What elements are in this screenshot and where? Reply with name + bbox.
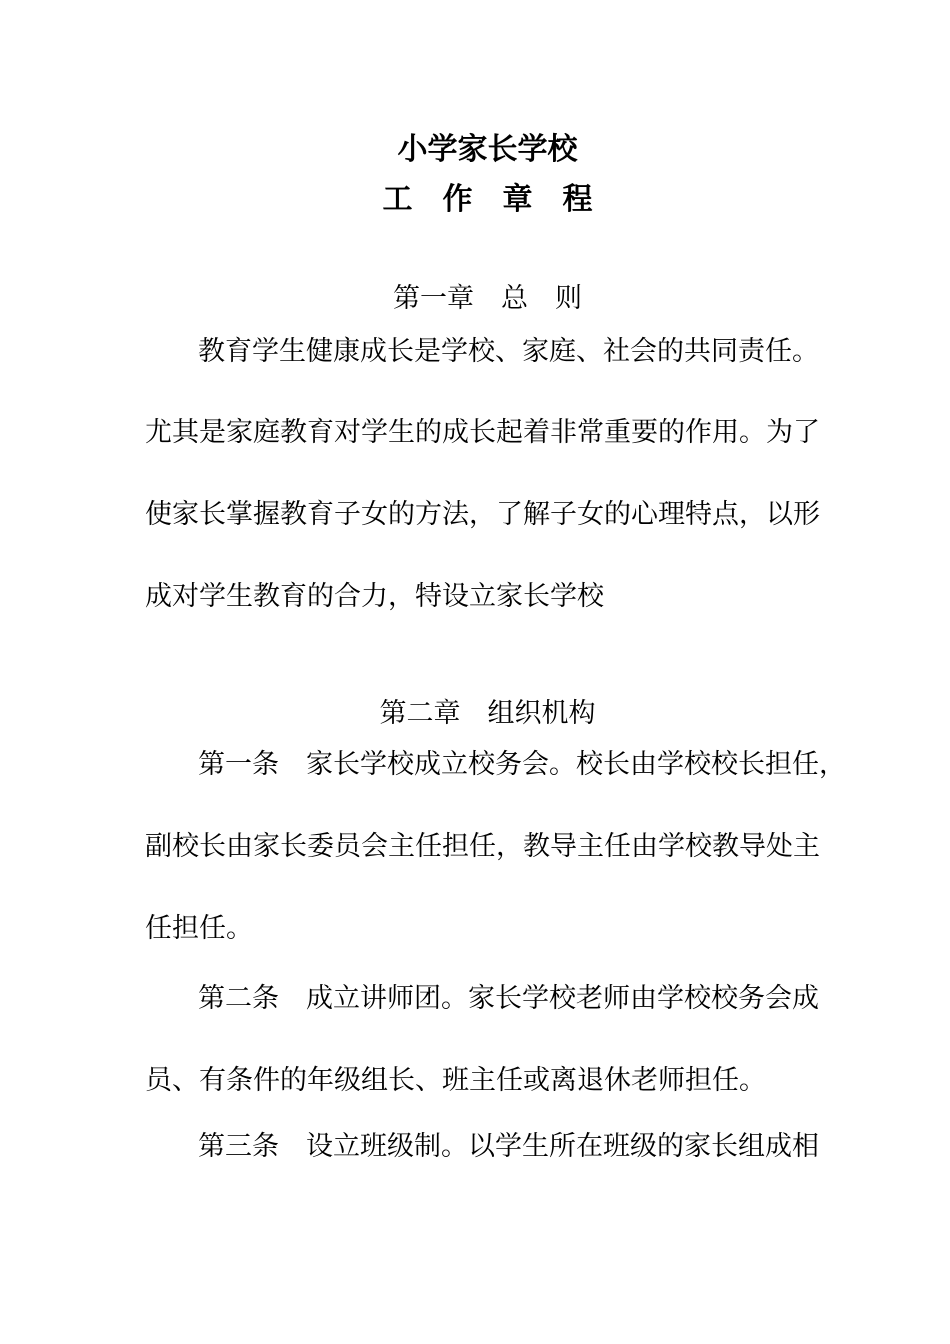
- chapter-1-paragraph-line-1: 教育学生健康成长是学校、家庭、社会的共同责任。: [198, 336, 819, 367]
- article-2-line-2: 员、有条件的年级组长、班主任或离退休老师担任。: [145, 1065, 766, 1096]
- article-1-line-3: 任担任。: [145, 913, 253, 944]
- article-1-line-1: 第一条 家长学校成立校务会。校长由学校校长担任，: [198, 749, 846, 780]
- article-3-line-1: 第三条 设立班级制。以学生所在班级的家长组成相: [198, 1131, 819, 1162]
- document-subtitle: 工 作 章 程: [382, 182, 593, 217]
- article-2-line-1: 第二条 成立讲师团。家长学校老师由学校校务会成: [198, 983, 819, 1014]
- document-title: 小学家长学校: [397, 132, 578, 167]
- chapter-1-paragraph-line-3: 使家长掌握教育子女的方法，了解子女的心理特点，以形: [145, 499, 820, 530]
- chapter-2-heading: 第二章 组织机构: [379, 698, 596, 729]
- chapter-1-paragraph-line-2: 尤其是家庭教育对学生的成长起着非常重要的作用。为了: [145, 417, 820, 448]
- chapter-1-heading: 第一章 总 则: [393, 283, 582, 314]
- article-1-line-2: 副校长由家长委员会主任担任，教导主任由学校教导处主: [145, 831, 820, 862]
- chapter-1-paragraph-line-4: 成对学生教育的合力，特设立家长学校: [145, 581, 604, 612]
